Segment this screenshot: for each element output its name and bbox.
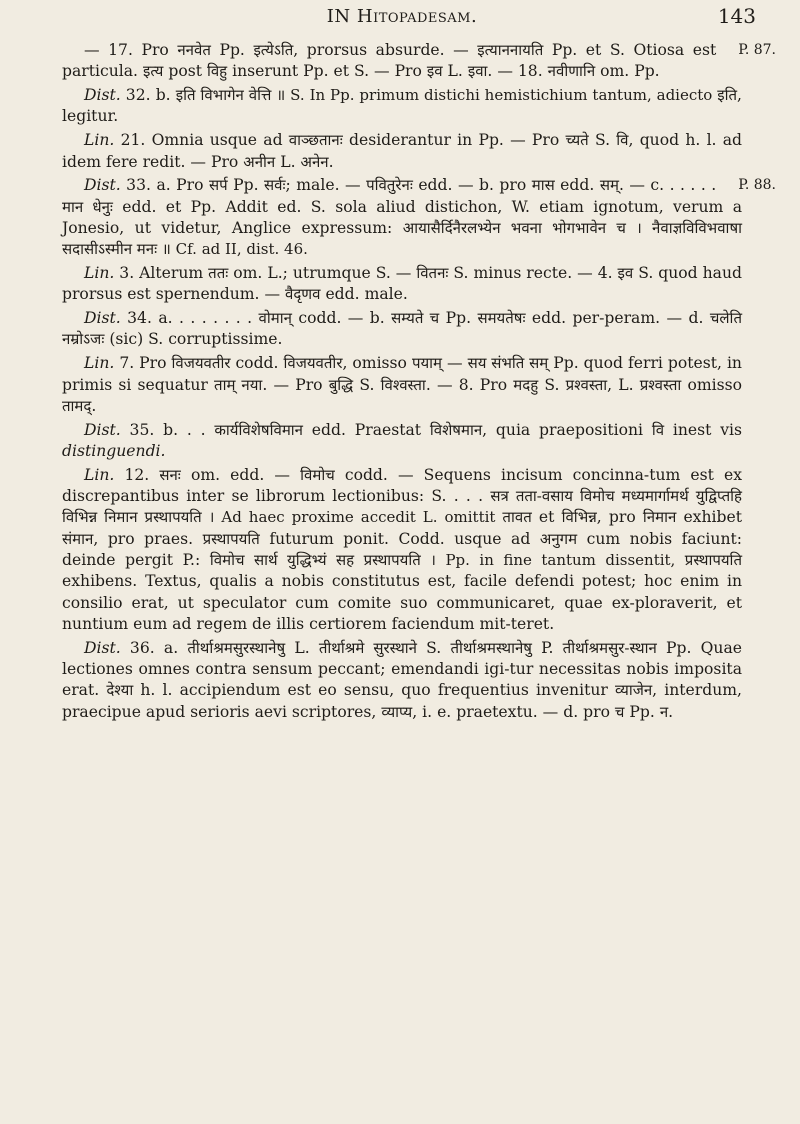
page-header (62, 0, 756, 34)
sanskrit-term: विश्वस्ता (380, 375, 426, 394)
paragraph-text: , omisso (342, 354, 412, 373)
sanskrit-term: सनः (159, 465, 181, 484)
section-label: Dist. (84, 638, 121, 657)
paragraph-text: , quia praepositioni (482, 420, 652, 439)
sanskrit-term: ॥ Cf. ad II, dist. 46. (157, 240, 308, 259)
margin-page-reference: P. 87. (738, 42, 776, 58)
sanskrit-term: इवा (467, 62, 488, 81)
sanskrit-term: तीर्थाश्रमसुर-स्थान (562, 638, 657, 657)
sanskrit-term: सम् (599, 176, 619, 195)
sanskrit-term: विमोच सार्थ युद्धिभ्यं सह प्रस्थापयति (209, 551, 421, 570)
paragraph-text: inest vis (664, 420, 742, 439)
commentary-paragraph (62, 638, 742, 723)
paragraph-text: codd. — b. (291, 309, 392, 328)
sanskrit-term: तावत (502, 508, 532, 527)
sanskrit-term: । Pp. in fine tantum dissentit, (420, 551, 685, 570)
paragraph-text: omisso (681, 375, 743, 394)
paragraph-text: codd. — Sequens incisum concinna-tum est ex discrepantibus inter se librorum lectionibus: S. . . . (62, 465, 743, 505)
sanskrit-term: । Ad haec proxime accedit L. omittit (201, 508, 503, 527)
paragraph-text: om. edd. — (180, 465, 301, 484)
paragraph-text: , pro praes. (93, 529, 203, 548)
sanskrit-term: च्यते (565, 131, 589, 150)
paragraph-text: Pp. et S. (543, 41, 634, 59)
sanskrit-term: विमोच (300, 465, 335, 484)
sanskrit-term: वि (616, 131, 629, 150)
paragraph-text: exhibens. Textus, qualis a nobis constitutus est, facile defendi potest; hoc enim in consilio erat, ut speculator cum comite suo communicaret, quae ex-ploraverit, et nuntium eum ad regem de illis certiorem faciendum mit-teret. (62, 572, 742, 634)
page-number: 143 (717, 4, 756, 28)
paragraph-text: . (328, 152, 334, 171)
paragraph-text: . (668, 702, 674, 721)
paragraph-text: , legitur. (62, 86, 742, 126)
paragraph-text: L. (442, 62, 468, 81)
paragraph-text: . — c. . . . . . (618, 176, 717, 195)
paragraph-text: edd. male. (320, 285, 408, 304)
paragraph-text: 34. a. . . . . . . . (120, 309, 259, 328)
sanskrit-term: नवीणानि (547, 62, 596, 81)
sanskrit-term: अनीन (243, 152, 276, 171)
paragraph-text: S. (353, 375, 381, 394)
paragraph-text: Otiosa est particula. (62, 41, 717, 81)
sanskrit-term: विहु (206, 62, 228, 81)
paragraph-text: (sic) S. corruptissime. (104, 330, 283, 349)
paragraph-text: et (531, 508, 562, 527)
paragraph-text: 12. (114, 465, 160, 484)
paragraph-text: exhibet (676, 508, 742, 527)
sanskrit-term: समयतेषः (477, 309, 526, 328)
paragraph-text: codd. (230, 354, 284, 373)
sanskrit-term: मदहु (513, 375, 539, 394)
paragraph-text: Pp. quod ferri potest, in primis si sequatur (62, 354, 742, 394)
paragraph-text: , i. e. praetextu. — d. pro (412, 702, 615, 721)
sanskrit-term: च (614, 702, 625, 721)
paragraph-text: ; male. — (285, 176, 367, 195)
section-label: Lin. (84, 264, 115, 282)
sanskrit-term: विजयवतीर (283, 354, 343, 373)
sanskrit-term: पयाम् (411, 354, 443, 373)
sanskrit-term: प्रस्थापयति (202, 529, 260, 548)
running-head (62, 6, 742, 27)
sanskrit-term: ताम् नया (214, 375, 263, 394)
sanskrit-term: प्रस्थापयति (684, 551, 742, 570)
paragraph-text: edd. per-peram. — d. (525, 309, 710, 328)
commentary-paragraph (62, 465, 742, 636)
running-head-prefix: IN (326, 6, 351, 27)
paragraph-text: . (91, 396, 97, 415)
paragraph-text: om. Pp. (595, 62, 660, 81)
sanskrit-term: तीर्थाश्रमे सुरस्थाने (318, 638, 417, 657)
sanskrit-term: तीर्थाश्रमसुरस्थानेषु (187, 638, 286, 657)
paragraph-text: post (163, 62, 207, 81)
commentary-paragraph (62, 85, 742, 128)
paragraph-text: S. (588, 131, 617, 150)
commentary-paragraph (62, 40, 776, 83)
sanskrit-term: व्याजेन (614, 681, 653, 700)
sanskrit-term: मान धेनुः (62, 197, 113, 216)
sanskrit-term: वि (651, 420, 665, 439)
commentary-paragraph (62, 420, 742, 463)
paragraph-text: , L. (607, 375, 640, 394)
paragraph-text: , quod h. l. ad idem fere redit. — Pro (62, 131, 743, 171)
emphasis-text: distinguendi. (62, 441, 166, 460)
paragraph-text: edd. (554, 176, 600, 195)
paragraph-text: . — 8. Pro (425, 375, 514, 394)
paragraph-text: om. L.; utrumque S. — (228, 264, 417, 282)
sanskrit-term: विशेषमान (429, 420, 483, 439)
sanskrit-term: मास (531, 176, 555, 195)
sanskrit-term: पवितुरेनः (366, 176, 413, 195)
paragraph-text: Pp. (439, 309, 478, 328)
sanskrit-term: अनेन (300, 152, 329, 171)
paragraph-text: Pp. Quae lectiones omnes contra sensum peccant; emendandi igi-tur necessitas nobis imposita erat. (62, 638, 743, 700)
paragraph-text: S. (538, 375, 566, 394)
sanskrit-term: सत्र तता-वसाय विमोच मध्यमार्गामर्थ युद्विप्तहि विभिन्न निमान प्रस्थापयति (62, 487, 742, 527)
margin-page-reference: P. 88. (738, 177, 776, 194)
paragraph-text: . — 18. (487, 62, 548, 81)
paragraph-text: P. (531, 638, 563, 657)
paragraph-text: Pp. (624, 702, 660, 721)
sanskrit-term: निमान (642, 508, 677, 527)
paragraph-text: L. (285, 638, 319, 657)
sanskrit-term: आयासैर्दिनैरलभ्येन भवना भोगभावेन च । नैवाज्ञविविभवाषा सदासीऽस्मीन मनः (62, 218, 742, 259)
section-label: Dist. (84, 86, 121, 105)
paragraph-text: futurum ponit. Codd. usque ad (259, 529, 540, 548)
section-label: Dist. (84, 420, 121, 439)
paragraph-text: — 17. Pro (84, 41, 178, 59)
commentary-paragraph (62, 130, 742, 173)
sanskrit-term: इव (617, 264, 634, 282)
paragraph-text: 35. b. . . (120, 420, 215, 439)
sanskrit-term: न (659, 702, 669, 721)
paragraph-text: 33. a. Pro (120, 176, 209, 195)
paragraph-text: 36. a. (120, 638, 188, 657)
sanskrit-term: ननवेत (177, 41, 211, 59)
paragraph-text: edd. Praestat (303, 420, 430, 439)
running-head-title: Hitopadesam. (356, 6, 478, 27)
paragraph-text: 3. Alterum (114, 264, 209, 282)
paragraph-text: edd. — b. pro (412, 176, 532, 195)
sanskrit-term: ॥ S. In Pp. primum distichi hemistichium tantum, adiecto (271, 86, 718, 105)
sanskrit-term: विजयवतीर (171, 354, 231, 373)
paragraph-text: 7. Pro (114, 354, 172, 373)
paragraph-text: h. l. accipiendum est eo sensu, quo frequentius invenitur (133, 681, 615, 700)
sanskrit-term: संमान (62, 529, 94, 548)
sanskrit-term: देश्या (106, 681, 134, 700)
paragraph-text: L. (275, 152, 301, 171)
sanskrit-term: प्रश्वस्ता (565, 375, 608, 394)
sanskrit-term: सम्यते च (391, 309, 440, 328)
paragraph-text: . — Pro (262, 375, 329, 394)
section-label: Dist. (84, 176, 121, 195)
sanskrit-term: वोमान् (258, 309, 292, 328)
paragraph-text: desiderantur in Pp. — Pro (342, 131, 566, 150)
paragraph-text: 32. b. (120, 86, 176, 105)
commentary-paragraph (62, 308, 742, 351)
sanskrit-term: व्याप्य (381, 702, 413, 721)
commentary-paragraph (62, 175, 776, 260)
sanskrit-term: वैदृणव (285, 285, 321, 304)
sanskrit-term: बुद्धि (328, 375, 354, 394)
sanskrit-term: इति विभागेन वेत्ति (175, 86, 272, 105)
sanskrit-term: वितनः (416, 264, 449, 282)
section-label: Lin. (84, 131, 115, 150)
paragraph-text: edd. et Pp. Addit ed. S. sola aliud distichon, W. etiam ignotum, verum a Jonesio, ut videtur, Anglice expressum: (62, 197, 742, 237)
sanskrit-term: इव (426, 62, 443, 81)
commentary-paragraph (62, 263, 742, 306)
paragraph-text: , pro (596, 508, 643, 527)
sanskrit-term: सर्प (208, 176, 228, 195)
sanskrit-term: तामद् (62, 396, 92, 415)
paragraph-text: S. minus recte. — 4. (448, 264, 618, 282)
sanskrit-term: ततः (208, 264, 229, 282)
sanskrit-term: चलेति नम्रोऽजः (62, 309, 742, 349)
paragraph-text: S. (416, 638, 451, 657)
paragraph-text: Pp. (227, 176, 265, 195)
paragraph-text: Pp. (219, 41, 254, 59)
commentary-paragraph (62, 353, 742, 417)
paragraph-text: cum nobis faciunt: deinde pergit P.: (62, 529, 743, 570)
paragraph-text: , prorsus absurde. — (293, 41, 478, 59)
paragraph-text: — (442, 354, 468, 373)
sanskrit-term: इत्य (142, 62, 164, 81)
sanskrit-term: अनुगम (539, 529, 578, 548)
sanskrit-term: इति (717, 86, 738, 105)
section-label: Lin. (84, 354, 115, 373)
sanskrit-term: कार्यविशेषविमान (214, 420, 303, 439)
section-label: Lin. (84, 465, 115, 484)
sanskrit-term: वाञ्छतानः (288, 131, 343, 150)
sanskrit-term: इत्येऽति (253, 41, 294, 59)
sanskrit-term: इत्याननायति (477, 41, 544, 59)
sanskrit-term: प्रश्वस्ता (639, 375, 682, 394)
section-label: Dist. (84, 309, 121, 328)
commentary-body (62, 40, 776, 723)
sanskrit-term: तीर्थाश्रमस्थानेषु (450, 638, 532, 657)
sanskrit-term: विभिन्न (561, 508, 597, 527)
paragraph-text: 21. Omnia usque ad (114, 131, 289, 150)
paragraph-text: , interdum, praecipue apud serioris aevi scriptores, (62, 681, 742, 721)
paragraph-text: inserunt Pp. et S. — Pro (227, 62, 427, 81)
sanskrit-term: सय संभति सम् (467, 354, 549, 373)
paragraph-text: S. quod haud prorsus est spernendum. — (62, 264, 742, 304)
sanskrit-term: सर्वः (264, 176, 286, 195)
